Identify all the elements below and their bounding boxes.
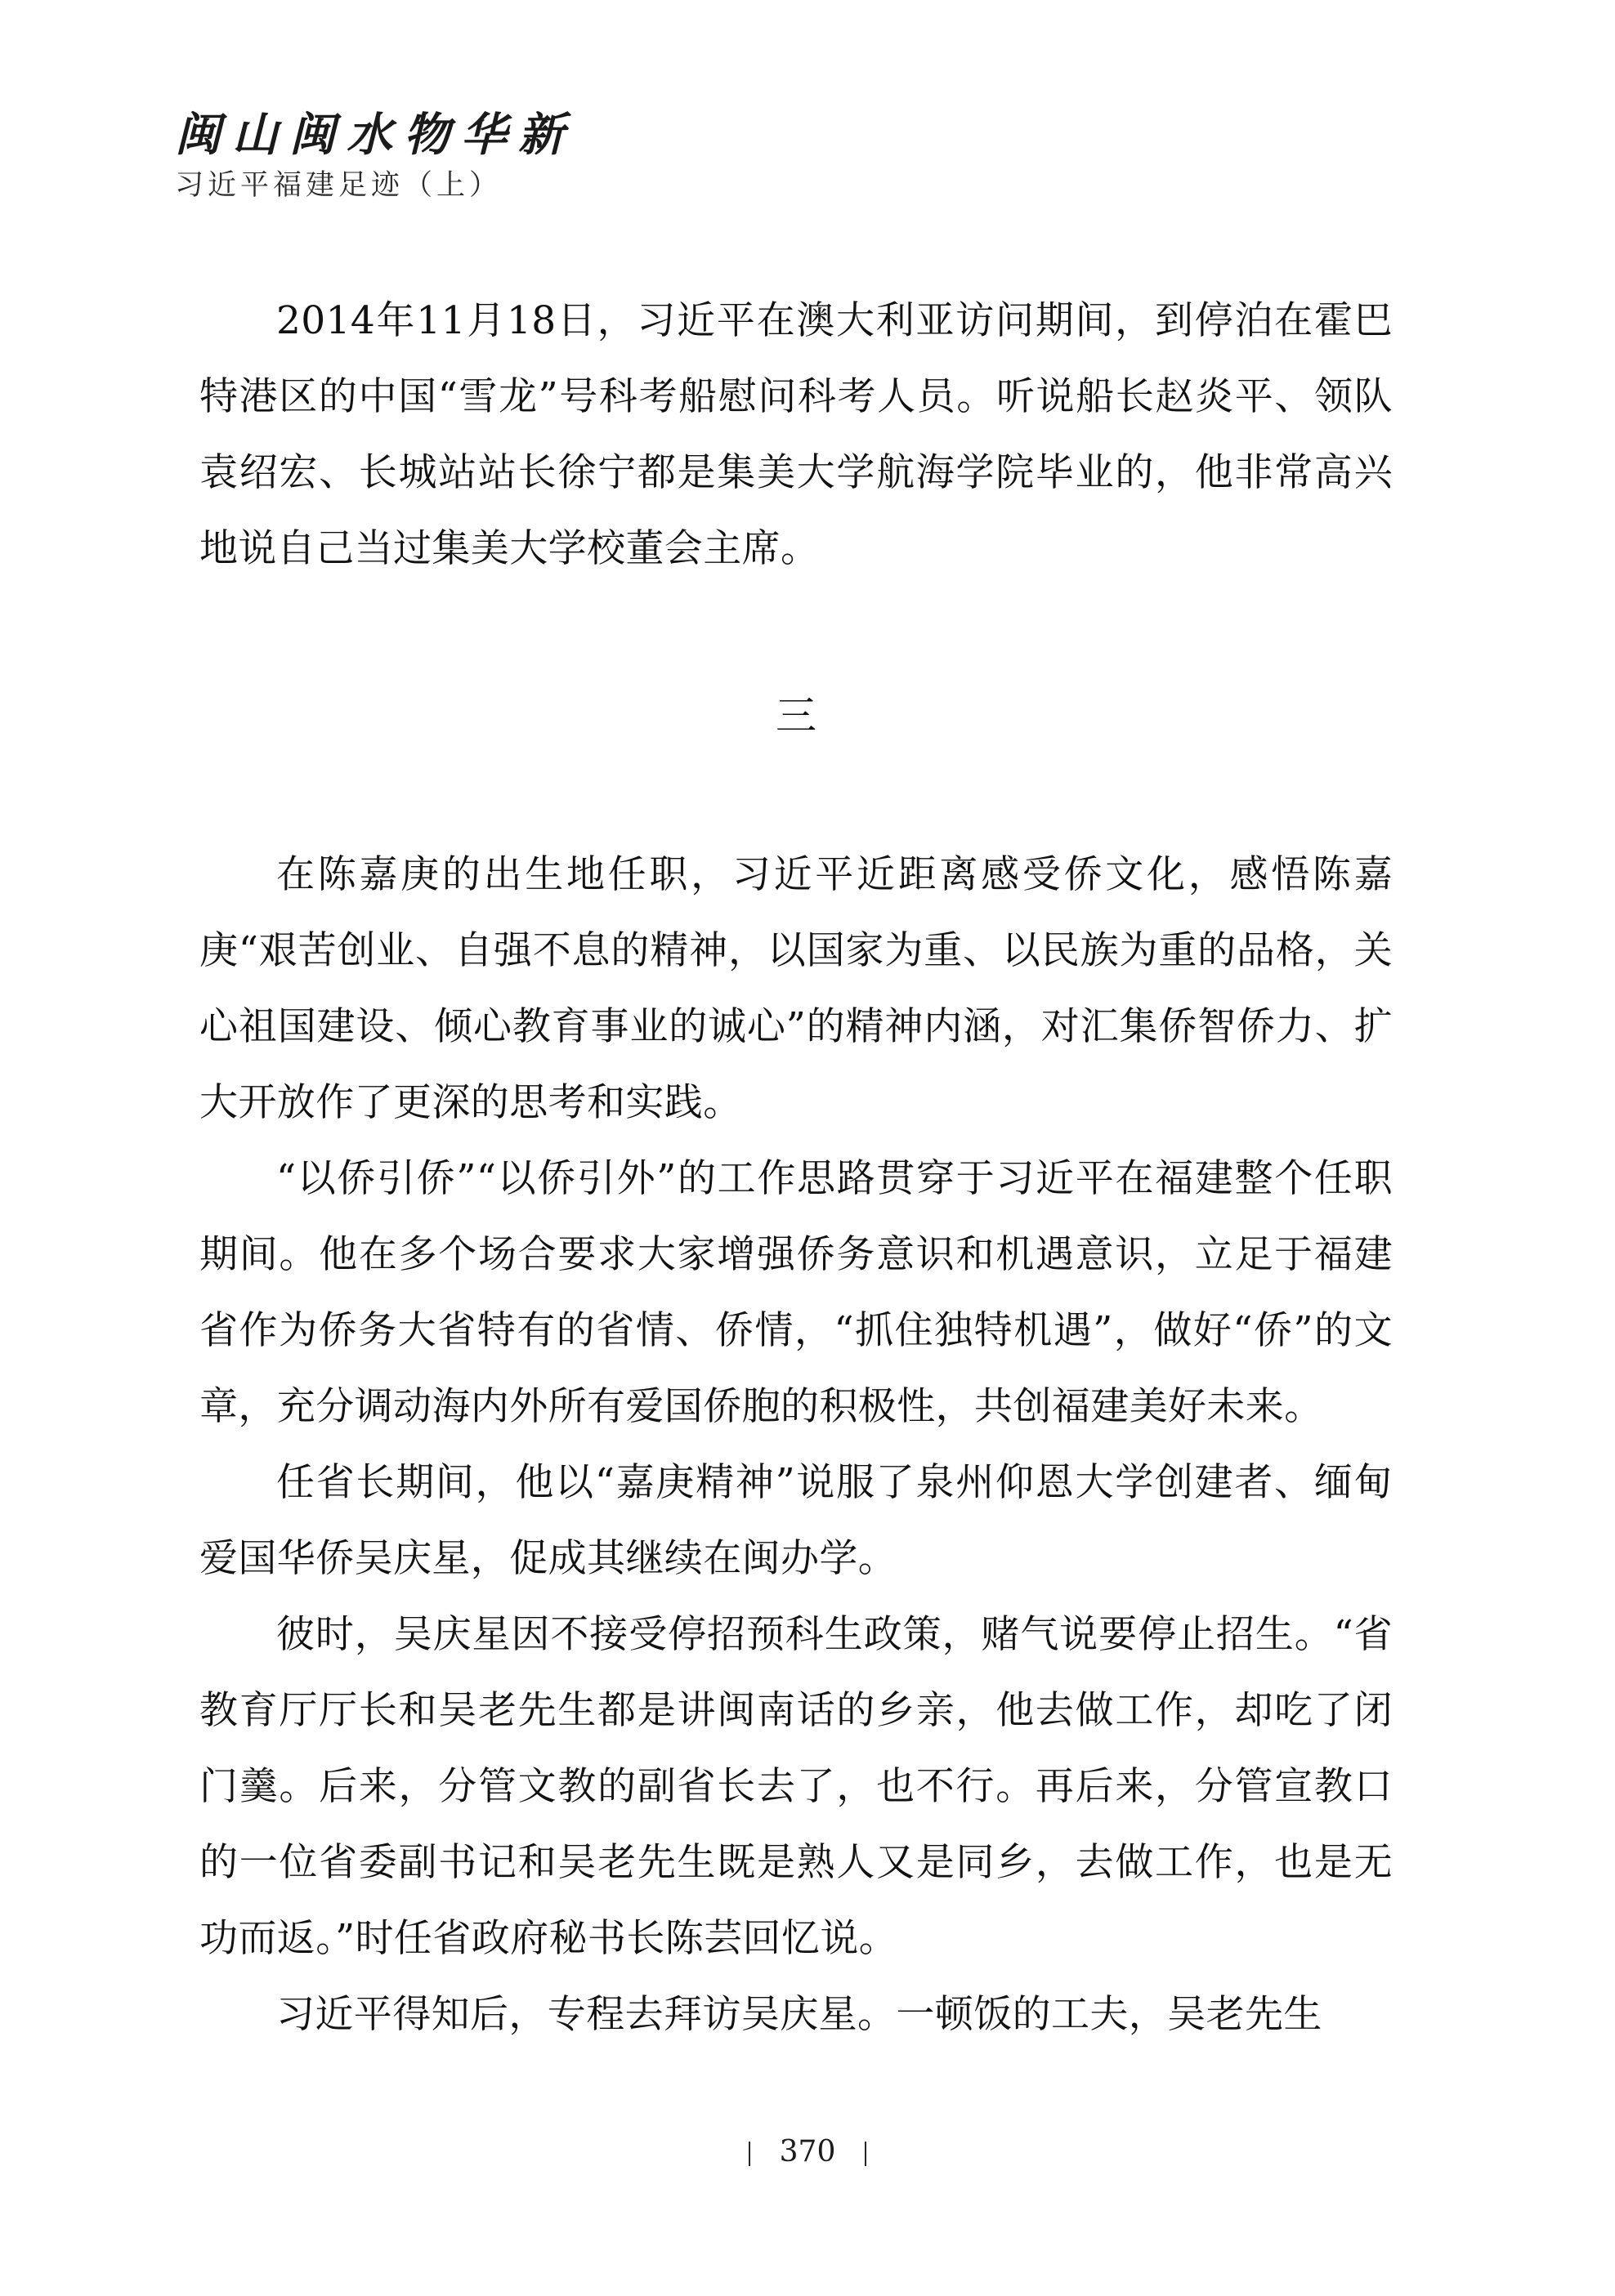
book-title: 闽山闽水物华新 (175, 108, 575, 162)
page-footer (0, 2133, 1615, 2172)
page-number: 370 (779, 2135, 836, 2169)
paragraph: 在陈嘉庚的出生地任职，习近平近距离感受侨文化，感悟陈嘉庚“艰苦创业、自强不息的精神，以国家为重、以民族为重的品格，关心祖国建设、倾心教育事业的诚心”的精神内涵，对汇集侨智侨力、扩大开放作了更深的思考和实践。 (199, 852, 1393, 1125)
footer-left-rule (749, 2142, 750, 2166)
paragraph: 彼时，吴庆星因不接受停招预科生政策，赌气说要停止招生。“省教育厅厅长和吴老先生都是讲闽南话的乡亲，他去做工作，却吃了闭门羹。后来，分管文教的副省长去了，也不行。再后来，分管宣教口的一位省委副书记和吴老先生既是熟人又是同乡，去做工作，也是无功而返。”时任省政府秘书长陈芸回忆说。 (199, 1612, 1393, 1961)
paragraph: 任省长期间，他以“嘉庚精神”说服了泉州仰恩大学创建者、缅甸爱国华侨吴庆星，促成其继续在闽办学。 (199, 1460, 1393, 1581)
footer-right-rule (865, 2142, 866, 2166)
book-subtitle: 习近平福建足迹（上） (175, 169, 503, 202)
running-header (175, 106, 910, 204)
paragraph: 2014年11月18日，习近平在澳大利亚访问期间，到停泊在霍巴特港区的中国“雪龙”号科考船慰问科考人员。听说船长赵炎平、领队袁绍宏、长城站站长徐宁都是集美大学航海学院毕业的，他非常高兴地说自己当过集美大学校董会主席。 (199, 298, 1393, 571)
section-heading: 三 (776, 692, 816, 739)
paragraph: 习近平得知后，专程去拜访吴庆星。一顿饭的工夫，吴老先生 (276, 1992, 1322, 2037)
paragraph: “以侨引侨”“以侨引外”的工作思路贯穿于习近平在福建整个任职期间。他在多个场合要求大家增强侨务意识和机遇意识，立足于福建省作为侨务大省特有的省情、侨情，“抓住独特机遇”，做好“侨”的文章，充分调动海内外所有爱国侨胞的积极性，共创福建美好未来。 (199, 1156, 1393, 1429)
main-text (199, 283, 1393, 2053)
